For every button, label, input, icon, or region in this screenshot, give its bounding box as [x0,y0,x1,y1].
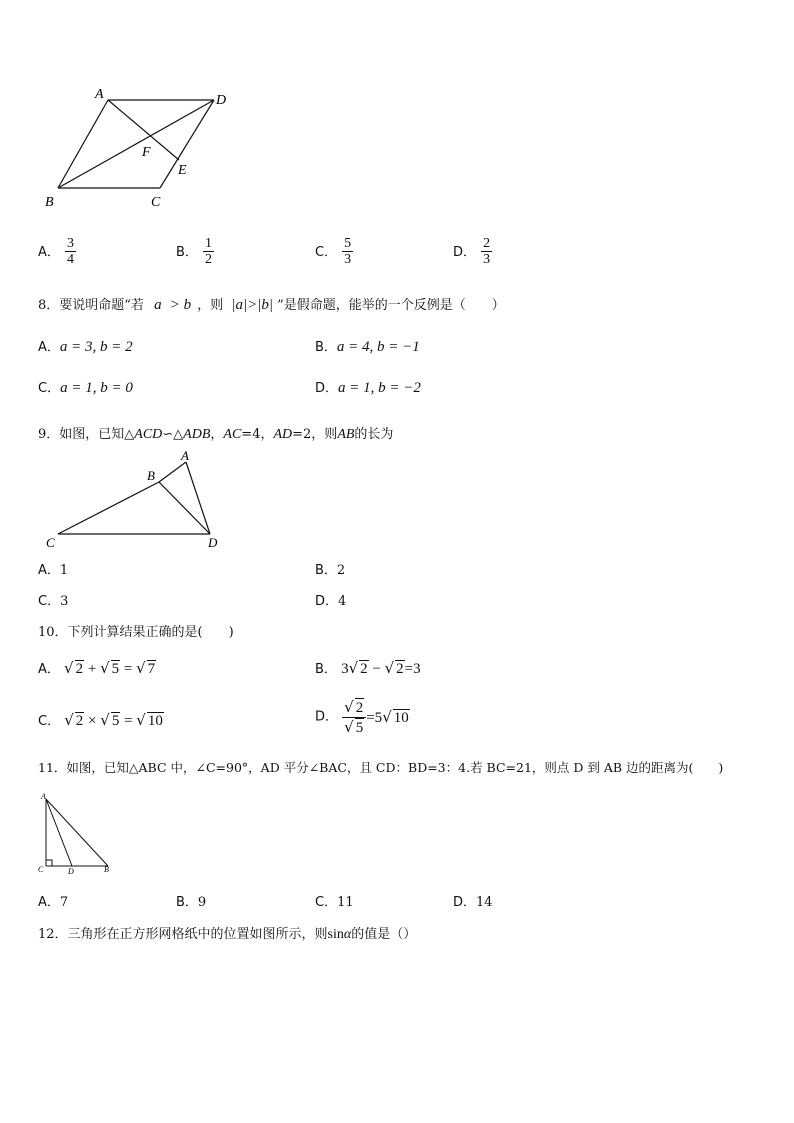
q7-option-c[interactable]: C． $\frac{5}{3}$ [315,236,352,267]
label-B: B [104,865,109,874]
q8-option-b[interactable]: B．a = 4, b = −1 [315,339,420,355]
q9-option-d[interactable]: D．4 [315,594,347,609]
fraction: $\frac{√ 2}{√ 5}$ [342,698,366,737]
q9-stem: 9．如图，已知△ACD∽△ADB，AC=4，AD=2，则AB的长为 [38,427,394,442]
q7-option-b[interactable]: B． $\frac{1}{2}$ [176,236,213,267]
right-triangle-figure [36,790,116,878]
fraction: $\frac{1}{2}$ [205,236,213,267]
label-E: E [178,163,187,178]
q11-option-c[interactable]: C．11 [315,895,354,910]
fraction: $\frac{2}{3}$ [483,236,491,267]
q8-stem: 8．要说明命题“若 a > b ，则 |a|>|b| ”是假命题，能举的一个反例是（ ） [38,297,505,313]
label-D: D [208,535,218,550]
q9-option-a[interactable]: A．1 [38,563,69,578]
label-B: B [45,195,54,210]
fraction: $\frac{5}{3}$ [344,236,352,267]
label-C: C [151,195,161,210]
q10-option-a[interactable]: A． √ 2 + √ 5 = √ 7 [38,659,156,677]
q11-stem: 11．如图，已知△ABC 中，∠C=90°，AD 平分∠BAC，且 CD：BD=3：4.若 BC=21，则点 D 到 AB 边的距离为( ) [38,760,724,775]
label-F: F [142,145,151,160]
label-A: A [41,792,46,801]
label-C: C [46,535,55,550]
q8-option-c[interactable]: C．a = 1, b = 0 [38,380,133,396]
label-A: A [181,448,189,463]
q8-option-a[interactable]: A．a = 3, b = 2 [38,339,133,355]
triangle-acd-figure [40,448,230,553]
q9-option-c[interactable]: C．3 [38,594,69,609]
q10-option-b[interactable]: B． 3√ 2 − √ 2=3 [315,659,421,677]
q7-option-d[interactable]: D． $\frac{2}{3}$ [453,236,491,267]
q11-option-d[interactable]: D．14 [453,895,493,910]
label-A: A [95,87,104,102]
q7-option-a[interactable]: A． $\frac{3}{4}$ [38,236,74,267]
label-C: C [38,865,44,874]
q11-option-a[interactable]: A．7 [38,895,69,910]
q10-stem: 10．下列计算结果正确的是( ) [38,625,234,640]
q9-option-b[interactable]: B．2 [315,563,346,578]
fraction: $\frac{3}{4}$ [67,236,74,267]
label-D: D [216,93,227,108]
label-D: D [68,867,74,876]
parallelogram-figure [38,82,253,217]
label-B: B [147,468,155,483]
q8-option-d[interactable]: D．a = 1, b = −2 [315,380,421,396]
q10-option-c[interactable]: C． √ 2 × √ 5 = √ 10 [38,711,163,729]
q11-option-b[interactable]: B．9 [176,895,207,910]
q10-option-d[interactable]: D． $\frac{√ 2}{√ 5}$ =5√ 10 [315,698,409,736]
q12-stem: 12．三角形在正方形网格纸中的位置如图所示，则sinα的值是（） [38,927,417,942]
